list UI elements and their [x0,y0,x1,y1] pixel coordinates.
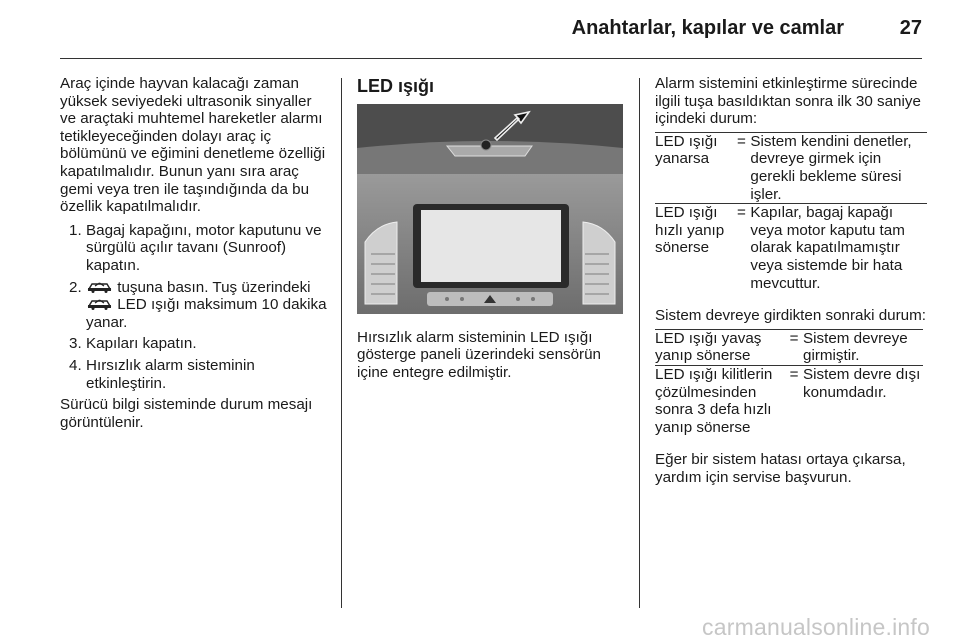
equals-sign: = [735,132,749,203]
condition-value: Sistem kendini denetler, devreye girmek için gerekli bekleme süresi işler. [748,132,927,203]
alarm-vehicle-sensor-icon [86,297,113,310]
step-text: LED ışığı maksimum 10 dakika yanar. [86,296,327,331]
header-rule [60,58,922,59]
dashboard-led-sensor-illustration [357,104,623,314]
step-text: Hırsızlık alarm sisteminin etkinleştirin. [86,356,255,392]
status-table-armed [655,329,923,437]
intro-paragraph: Alarm sistemini etkinleştirme sürecinde ilgili tuşa basıldıktan sonra ilk 30 saniye içindeki durum: [655,75,921,128]
step-item [60,222,330,275]
step-text: tuşuna basın. Tuş üzerindeki [113,278,311,296]
watermark: carmanualsonline.info [702,614,930,640]
column-1 [60,75,330,431]
condition-value: Kapılar, bagaj kapağı veya motor kaputu tam olarak kapatılmamıştır veya sistemde bir hata mevcuttur. [748,204,927,292]
step-text: Kapıları kapatın. [86,335,197,353]
step-item [60,279,330,332]
section-heading: LED ışığı [357,76,435,96]
column-divider-right [639,78,640,608]
intro-paragraph: Araç içinde hayvan kalacağı zaman yüksek seviyedeki ultrasonik sinyaller ve araçtaki muhtemel hareketler alarmı tetikleyeceğinden dolayı araç iç bölümünü ve eğimini denetleme özelliği kapatılmalıdır. Bunun yanı sıra araç gemi veya tren ile taşındığında da bu özellik kapatılmalıdır. [60,75,326,216]
condition-key: LED ışığı yanarsa [655,132,735,203]
table-row [655,329,923,365]
alarm-vehicle-sensor-icon [86,280,113,293]
condition-value: Sistem devreye girmiştir. [801,329,923,365]
condition-key: LED ışığı hızlı yanıp sönerse [655,204,735,292]
middle-paragraph: Sistem devreye girdikten sonraki durum: [655,307,926,325]
equals-sign: = [787,329,801,365]
steps-list [60,222,330,392]
condition-key: LED ışığı kilitlerin çözülmesinden sonra 3 defa hızlı yanıp sönerse [655,365,787,436]
status-table-initial [655,132,927,292]
table-row [655,204,927,292]
equals-sign: = [787,365,801,436]
column-divider-left [341,78,342,608]
step-number: 1. [69,221,82,239]
outro-paragraph: Sürücü bilgi sisteminde durum mesajı görüntülenir. [60,396,313,431]
table-row [655,132,927,203]
step-number: 3. [69,335,82,353]
column-2 [357,75,623,381]
step-item [60,357,330,392]
page-number: 27 [899,17,922,39]
step-number: 4. [69,356,82,374]
condition-value: Sistem devre dışı konumdadır. [801,365,923,436]
step-number: 2. [69,278,82,296]
condition-key: LED ışığı yavaş yanıp sönerse [655,329,787,365]
figure-caption: Hırsızlık alarm sisteminin LED ışığı gösterge paneli üzerindeki sensörün içine entegre edilmiştir. [357,328,602,381]
step-item [60,335,330,353]
table-row [655,365,923,436]
outro-paragraph: Eğer bir sistem hatası ortaya çıkarsa, yardım için servise başvurun. [655,451,906,486]
page-header-title: Anahtarlar, kapılar ve camlar [571,17,844,39]
column-3 [655,75,927,486]
step-text: Bagaj kapağını, motor kaputunu ve sürgülü açılır tavanı (Sunroof) kapatın. [86,221,322,274]
equals-sign: = [735,204,749,292]
